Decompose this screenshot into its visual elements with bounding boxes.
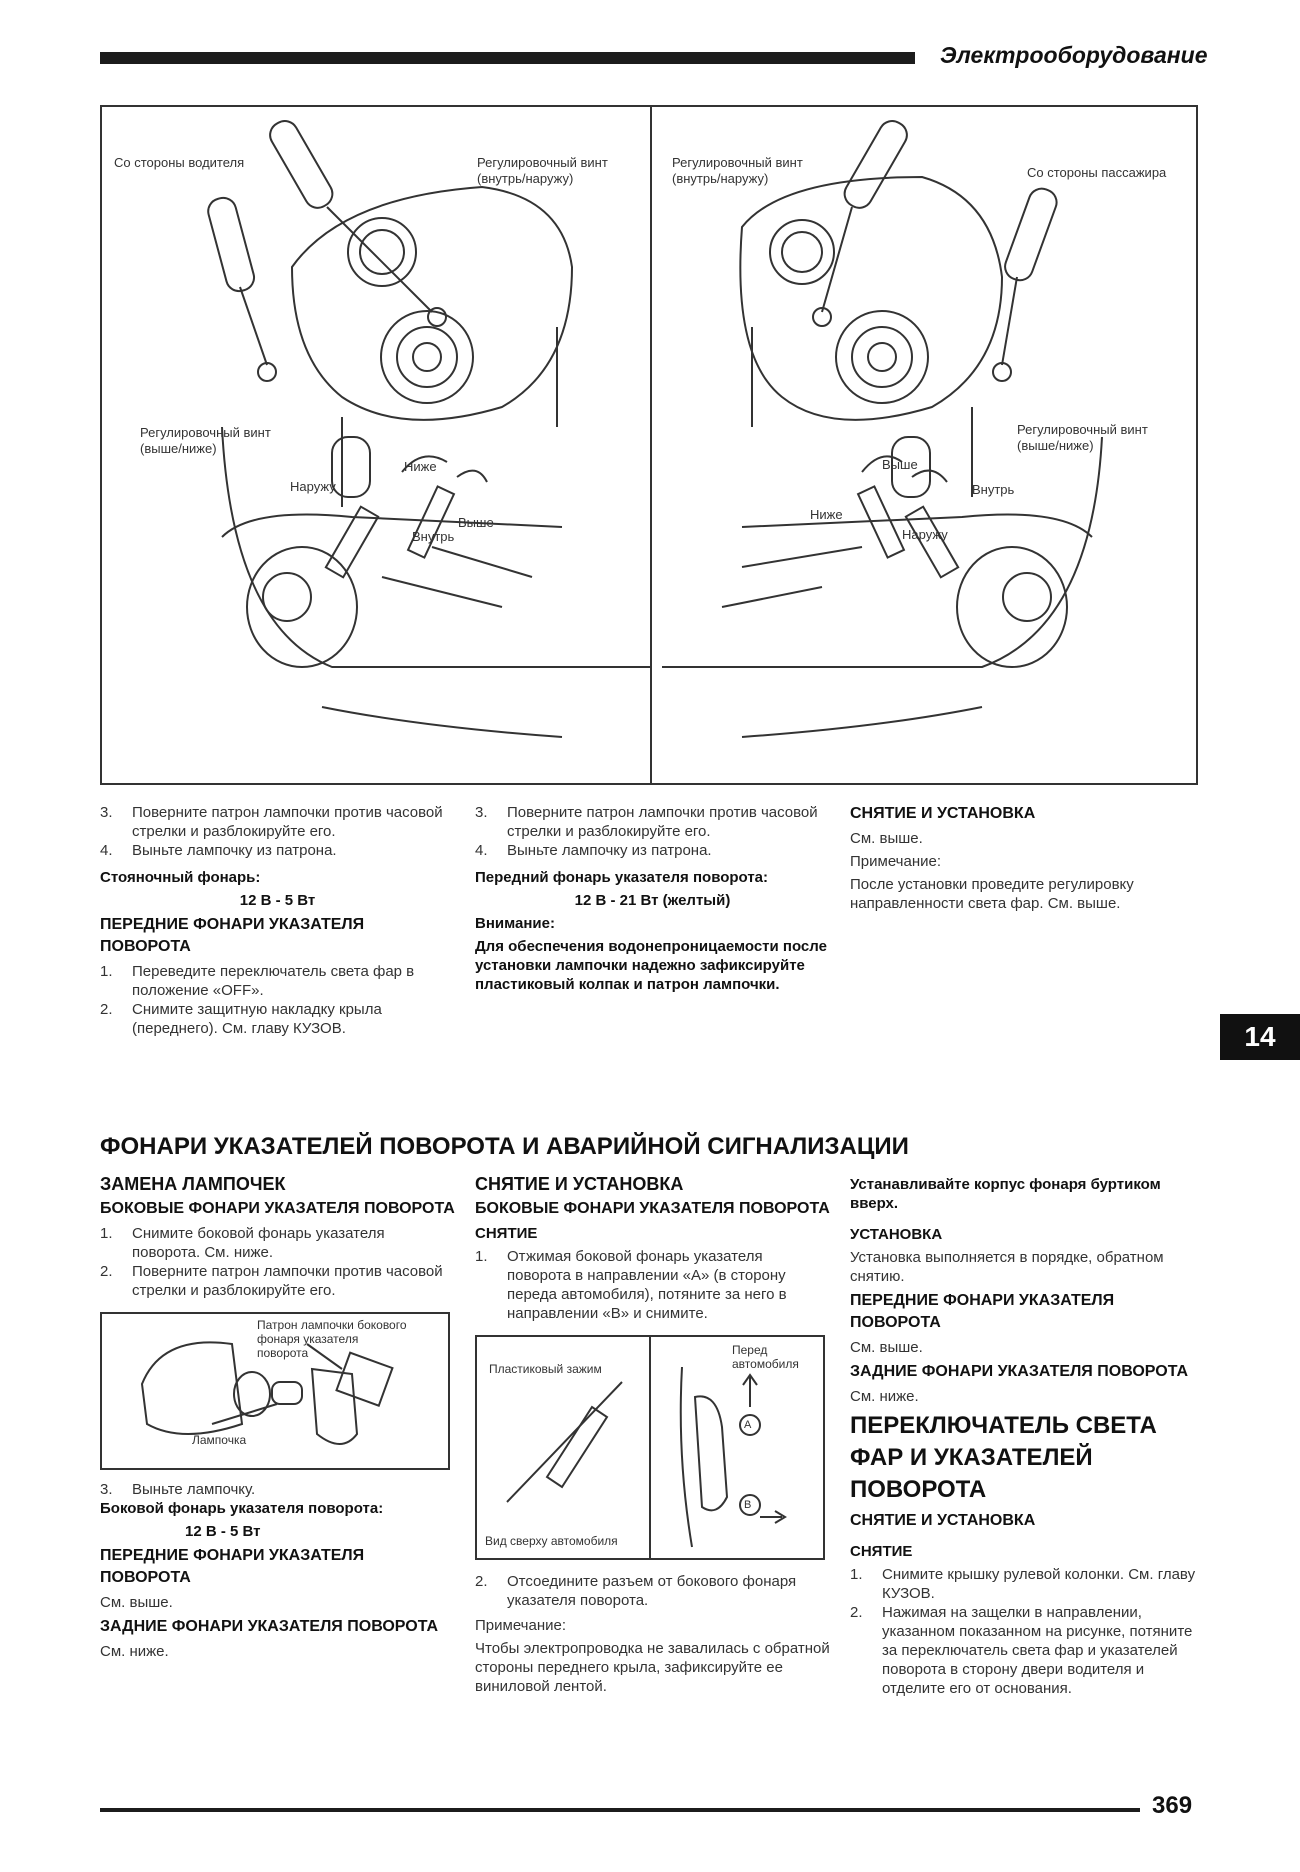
removal-heading: СНЯТИЕ (475, 1225, 538, 1242)
label-a: A (744, 1419, 752, 1431)
list-item: 2. Отсоедините разъем от бокового фонаря указателя поворота. (475, 1573, 797, 1609)
parking-spec: 12 В - 5 Вт (239, 892, 316, 909)
label-up-left: Выше (458, 515, 494, 530)
list-item: 4. Выньте лампочку из патрона. (475, 842, 712, 859)
list-item: 4. Выньте лампочку из патрона. (100, 842, 337, 859)
attention-text: Для обеспечения водонепроницаемости после установки лампочки надежно зафиксируйте пластиковый колпак и патрон лампочки. (475, 938, 827, 993)
label-bulb: Лампочка (192, 1433, 247, 1447)
list-item: 3. Поверните патрон лампочки против часовой стрелки и разблокируйте его. (100, 804, 443, 840)
front-turn-heading: ПЕРЕДНИЕ ФОНАРИ УКАЗАТЕЛЯ ПОВОРОТА (100, 1547, 365, 1586)
side-turn-spec: 12 В - 5 Вт (185, 1523, 261, 1540)
col1-top (100, 803, 455, 1038)
note-label: Примечание: (850, 853, 941, 870)
bulb-replace-heading: ЗАМЕНА ЛАМПОЧЕК (100, 1174, 286, 1194)
label-plastic-clip: Пластиковый зажим (489, 1362, 602, 1376)
front-see-above: См. выше. (100, 1594, 173, 1611)
header-title: Электрооборудование (940, 42, 1208, 68)
front-see-above: См. выше. (850, 1339, 923, 1356)
attention-label: Внимание: (475, 915, 555, 932)
list-item: 1. Отжимая боковой фонарь указателя поворота в направлении «А» (в сторону переда автомобиля), потяните за него в направлении «В» и снимите. (475, 1248, 787, 1322)
label-car-front: Перед автомобиля (732, 1343, 799, 1371)
label-top-view: Вид сверху автомобиля (485, 1534, 618, 1548)
list-item: 1. Переведите переключатель света фар в положение «OFF». (100, 963, 415, 999)
switch-heading: ПЕРЕКЛЮЧАТЕЛЬ СВЕТА ФАР И УКАЗАТЕЛЕЙ ПОВОРОТА (850, 1412, 1157, 1503)
install-heading: УСТАНОВКА (850, 1226, 943, 1243)
label-out-left: Наружу (290, 479, 336, 494)
remove-install-heading: СНЯТИЕ И УСТАНОВКА (850, 805, 1036, 822)
label-in-left: Внутрь (412, 529, 455, 544)
bulb-socket-figure (100, 1312, 450, 1470)
label-out-right: Наружу (902, 527, 948, 542)
label-screw-updown-right: Регулировочный винт (выше/ниже) (1017, 422, 1148, 453)
front-turn-label: Передний фонарь указателя поворота: (475, 869, 769, 886)
page-number: 369 (1152, 1792, 1193, 1819)
remove-install-heading: СНЯТИЕ И УСТАНОВКА (850, 1512, 1036, 1529)
chapter-tab: 14 (1220, 1014, 1300, 1060)
label-passenger-side: Со стороны пассажира (1027, 165, 1167, 180)
list-item: 3. Поверните патрон лампочки против часовой стрелки и разблокируйте его. (475, 804, 818, 840)
label-up-right: Выше (882, 457, 918, 472)
note-text: Чтобы электропроводка не завалилась с обратной стороны переднего крыла, зафиксируйте ее виниловой лентой. (475, 1640, 830, 1695)
front-turn-heading: ПЕРЕДНИЕ ФОНАРИ УКАЗАТЕЛЯ ПОВОРОТА (850, 1292, 1115, 1331)
list-item: 2. Нажимая на защелки в направлении, указанном показанном на рисунке, потяните за переключатель света фар и указателей поворота в сторону двери водителя и отделите его от основания. (850, 1604, 1193, 1697)
label-driver-side: Со стороны водителя (114, 155, 245, 170)
label-screw-inout-left: Регулировочный винт (внутрь/наружу) (477, 155, 608, 186)
note-text: После установки проведите регулировку направленности света фар. См. выше. (850, 876, 1134, 912)
side-lamp-figure (475, 1335, 825, 1560)
label-down-right: Ниже (810, 507, 843, 522)
side-turn-heading: БОКОВЫЕ ФОНАРИ УКАЗАТЕЛЯ ПОВОРОТА (475, 1200, 830, 1217)
rear-see-below: См. ниже. (100, 1643, 169, 1660)
header-bar (100, 52, 915, 64)
list-item: 2. Поверните патрон лампочки против часовой стрелки и разблокируйте его. (100, 1263, 443, 1299)
col2-top (475, 803, 830, 998)
parking-label: Стояночный фонарь: (100, 869, 261, 886)
footer-bar (100, 1808, 1140, 1812)
rear-turn-heading: ЗАДНИЕ ФОНАРИ УКАЗАТЕЛЯ ПОВОРОТА (100, 1618, 439, 1635)
list-item: 2. Снимите защитную накладку крыла (переднего). См. главу КУЗОВ. (100, 1001, 382, 1037)
rear-see-below: См. ниже. (850, 1388, 919, 1405)
section-title: ФОНАРИ УКАЗАТЕЛЕЙ ПОВОРОТА И АВАРИЙНОЙ СИГНАЛИЗАЦИИ (100, 1133, 909, 1160)
list-item: 1. Снимите крышку рулевой колонки. См. главу КУЗОВ. (850, 1566, 1196, 1602)
col2-bottom (475, 1175, 830, 1700)
install-note: Устанавливайте корпус фонаря буртиком вверх. (850, 1176, 1161, 1212)
side-turn-heading: БОКОВЫЕ ФОНАРИ УКАЗАТЕЛЯ ПОВОРОТА (100, 1200, 455, 1217)
remove-install-heading: СНЯТИЕ И УСТАНОВКА (475, 1174, 684, 1194)
side-turn-label: Боковой фонарь указателя поворота: (100, 1500, 384, 1517)
headlight-adjust-figure (100, 105, 1198, 785)
label-screw-inout-right: Регулировочный винт (внутрь/наружу) (672, 155, 803, 186)
install-text: Установка выполняется в порядке, обратном снятию. (850, 1249, 1164, 1285)
label-screw-updown-left: Регулировочный винт (выше/ниже) (140, 425, 271, 456)
removal-heading: СНЯТИЕ (850, 1543, 913, 1560)
see-above: См. выше. (850, 830, 923, 847)
label-b: B (744, 1499, 752, 1511)
label-in-right: Внутрь (972, 482, 1015, 497)
note-label: Примечание: (475, 1617, 566, 1634)
list-item: 3. Выньте лампочку. (100, 1481, 256, 1498)
front-turn-spec: 12 В - 21 Вт (желтый) (574, 892, 731, 909)
front-turn-heading: ПЕРЕДНИЕ ФОНАРИ УКАЗАТЕЛЯ ПОВОРОТА (100, 916, 365, 955)
list-item: 1. Снимите боковой фонарь указателя поворота. См. ниже. (100, 1225, 385, 1261)
col3-top (850, 803, 1205, 917)
label-down-left: Ниже (404, 459, 437, 474)
col3-bottom (850, 1175, 1205, 1698)
col1-bottom (100, 1175, 455, 1665)
label-socket: Патрон лампочки бокового фонаря указателя поворота (257, 1318, 407, 1360)
rear-turn-heading: ЗАДНИЕ ФОНАРИ УКАЗАТЕЛЯ ПОВОРОТА (850, 1363, 1189, 1380)
